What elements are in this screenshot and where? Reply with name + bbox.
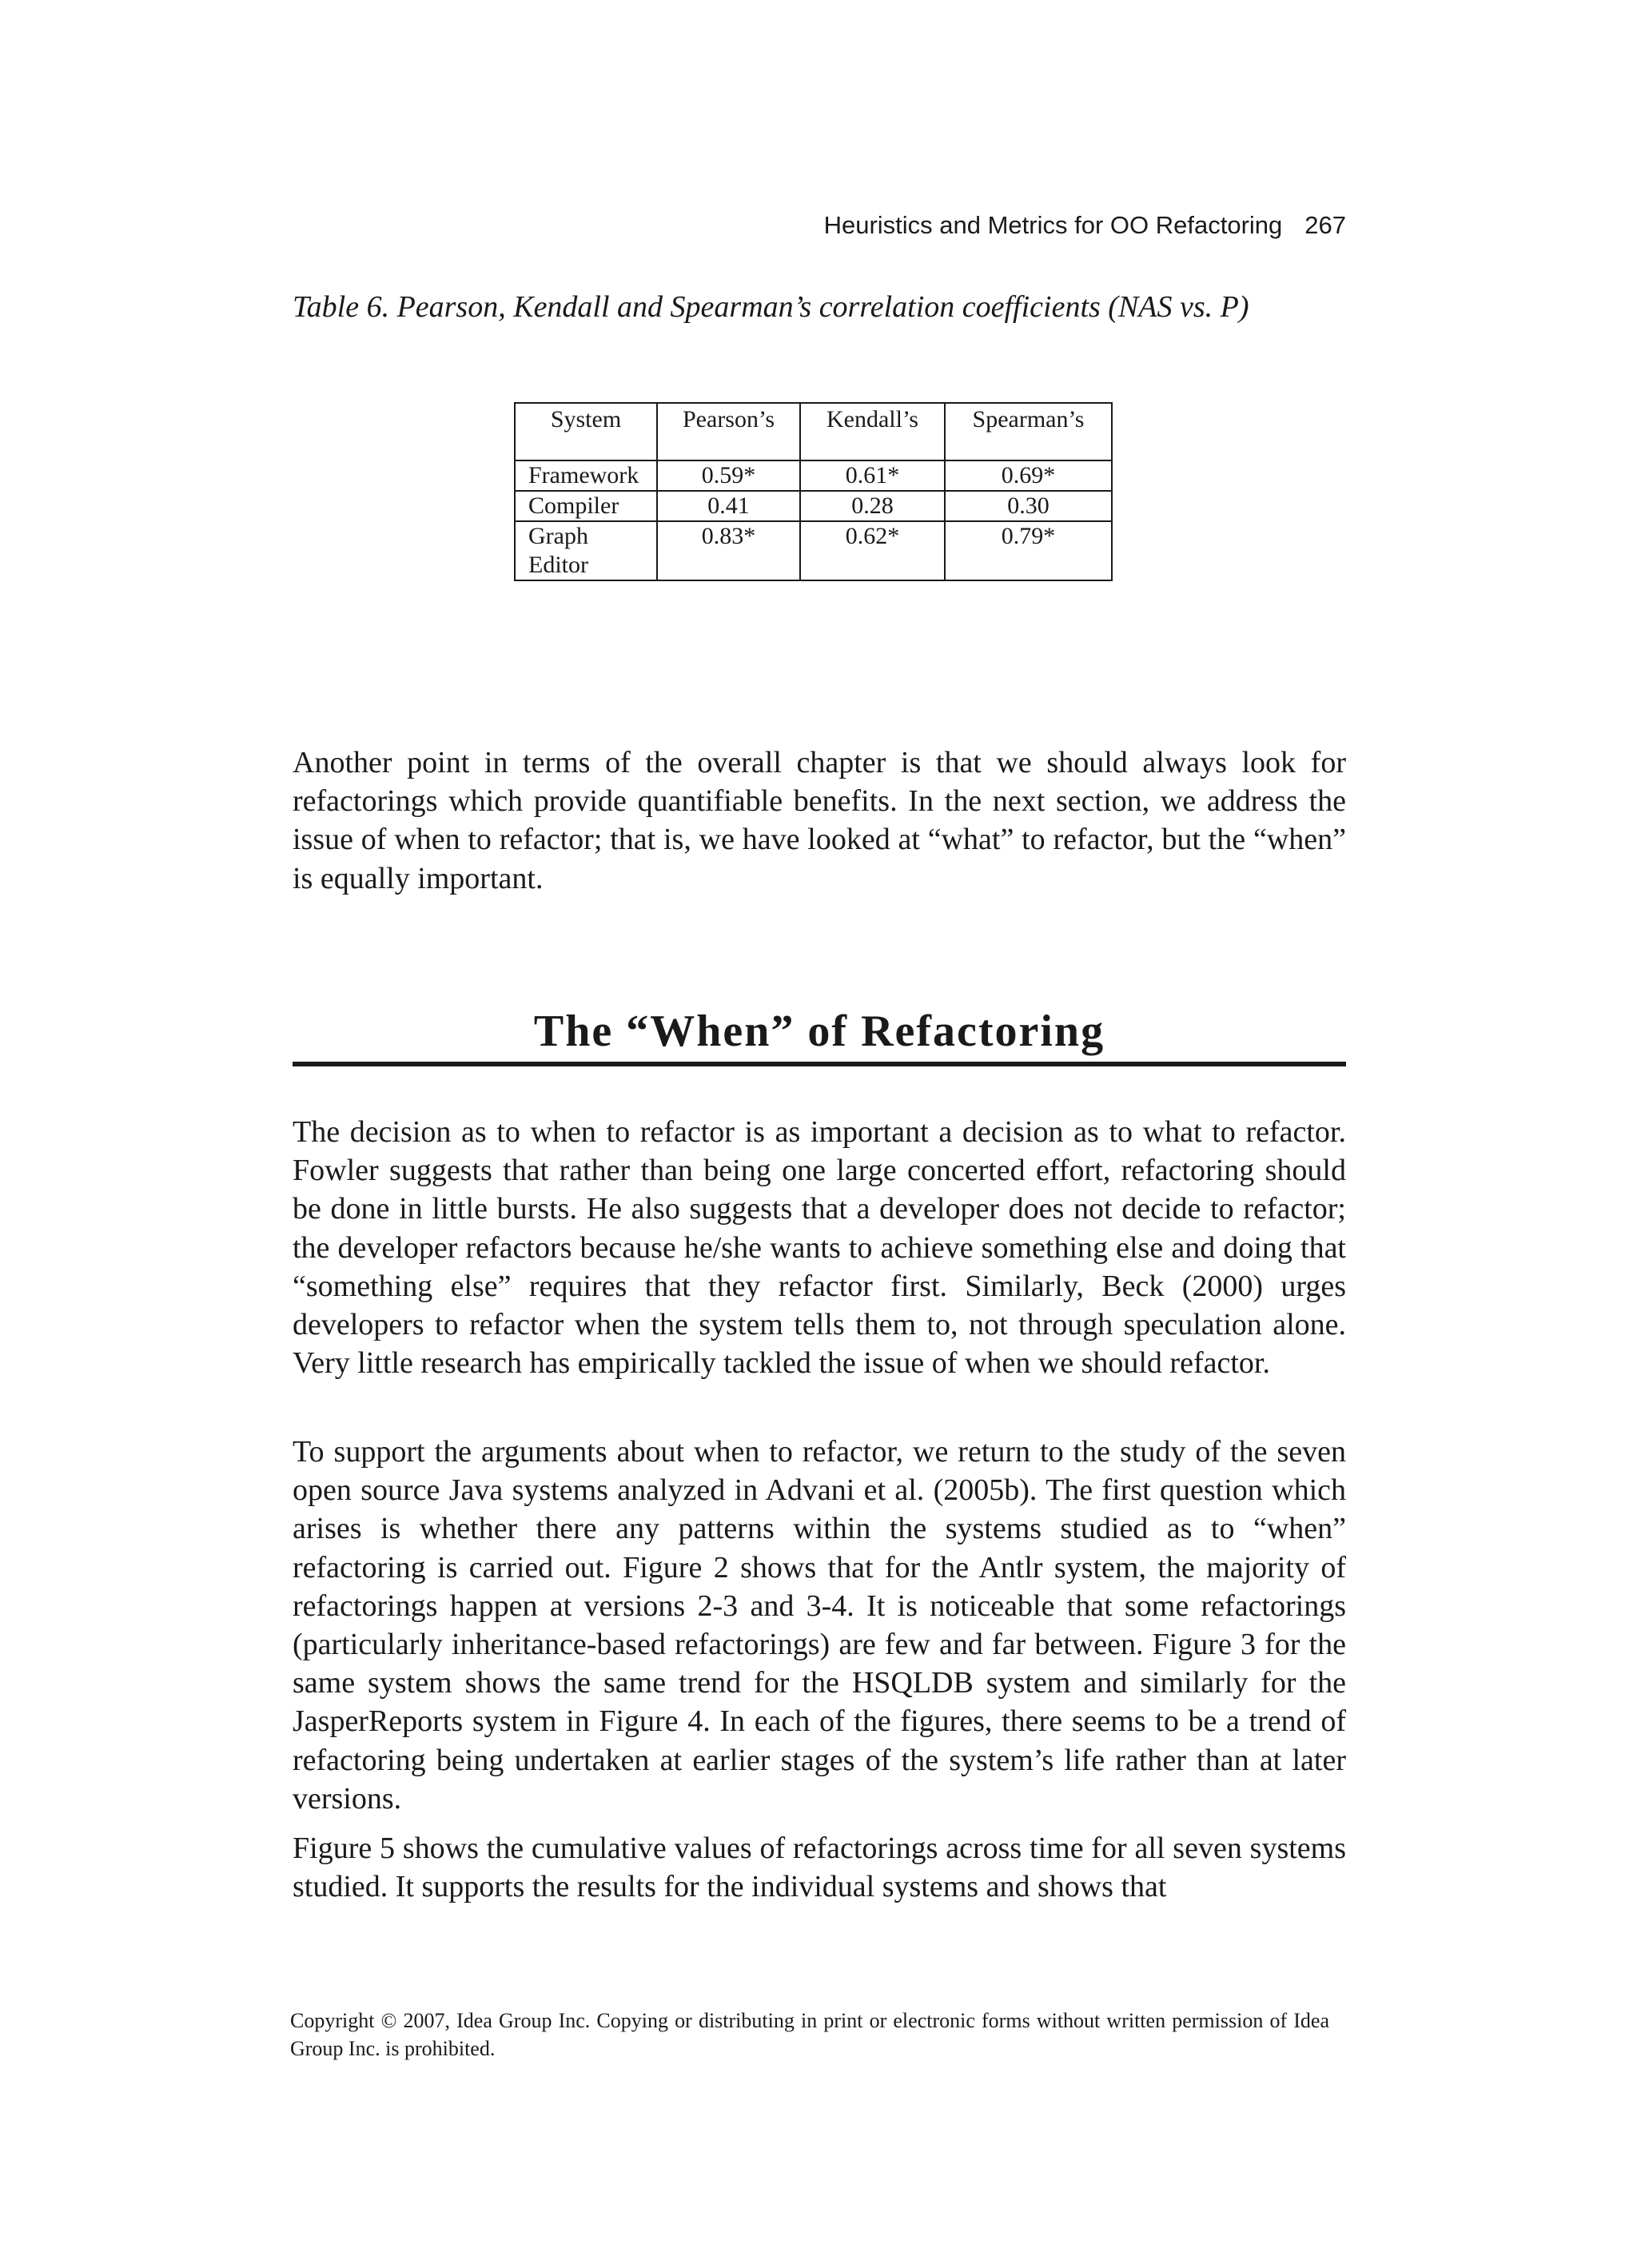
table-cell-pearsons: 0.41 <box>657 491 800 521</box>
table-cell-system: Graph Editor <box>515 521 657 580</box>
table-cell-kendalls: 0.61* <box>800 460 945 491</box>
copyright-notice: Copyright © 2007, Idea Group Inc. Copying or distributing in print or electronic forms without written permission of Idea Group Inc. is prohibited. <box>290 2009 1329 2060</box>
column-header-kendalls: Kendall’s <box>800 403 945 460</box>
column-header-pearsons: Pearson’s <box>657 403 800 460</box>
table-cell-spearmans: 0.30 <box>945 491 1112 521</box>
section-heading: The “When” of Refactoring <box>533 1006 1105 1056</box>
table-row <box>515 521 1112 580</box>
table-cell-kendalls: 0.28 <box>800 491 945 521</box>
body-paragraph: To support the arguments about when to refactor, we return to the study of the seven open source Java systems analyzed in Advani et al. (2005b). The first question which arises is whether there any patterns within the systems studied as to “when” refactoring is carried out. Figure 2 shows that for the Antlr system, the majority of refactorings happen at versions 2-3 and 3-4. It is noticeable that some refactorings (particularly inheritance-based refactorings) are few and far between. Figure 3 for the same system shows the same trend for the HSQLDB system and similarly for the JasperReports system in Figure 4. In each of the figures, there seems to be a trend of refactoring being undertaken at earlier stages of the system’s life rather than at later versions. <box>293 1435 1346 1816</box>
table-cell-system: Compiler <box>515 491 657 521</box>
table-header-row <box>515 403 1112 460</box>
table-cell-pearsons: 0.59* <box>657 460 800 491</box>
table-row <box>515 460 1112 491</box>
column-header-system: System <box>515 403 657 460</box>
table-cell-system: Framework <box>515 460 657 491</box>
table-row <box>515 491 1112 521</box>
table-cell-pearsons: 0.83* <box>657 521 800 580</box>
column-header-spearmans: Spearman’s <box>945 403 1112 460</box>
body-paragraph: Another point in terms of the overall chapter is that we should always look for refactorings which provide quantifiable benefits. In the next section, we address the issue of when to refactor; that is, we have looked at “what” to refactor, but the “when” is equally important. <box>293 746 1346 895</box>
body-paragraph: Figure 5 shows the cumulative values of refactorings across time for all seven systems studied. It supports the results for the individual systems and shows that <box>293 1832 1346 1904</box>
table-cell-kendalls: 0.62* <box>800 521 945 580</box>
body-paragraph: The decision as to when to refactor is as important a decision as to what to refactor. Fowler suggests that rather than being one large concerted effort, refactoring should be done in little bursts. He also suggests that a developer does not decide to refactor; the developer refactors because he/she wants to achieve something else and doing that “something else” requires that they refactor first. Similarly, Beck (2000) urges developers to refactor when the system tells them to, not through speculation alone. Very little research has empirically tackled the issue of when we should refactor. <box>293 1115 1346 1381</box>
correlation-table <box>514 402 1113 581</box>
table-cell-spearmans: 0.69* <box>945 460 1112 491</box>
page-number: 267 <box>1304 211 1346 239</box>
running-header <box>293 209 1346 241</box>
section-heading-rule <box>293 1062 1346 1066</box>
table-caption: Table 6. Pearson, Kendall and Spearman’s correlation coefficients (NAS vs. P) <box>293 290 1249 324</box>
table-cell-spearmans: 0.79* <box>945 521 1112 580</box>
running-title: Heuristics and Metrics for OO Refactoring <box>823 211 1283 239</box>
